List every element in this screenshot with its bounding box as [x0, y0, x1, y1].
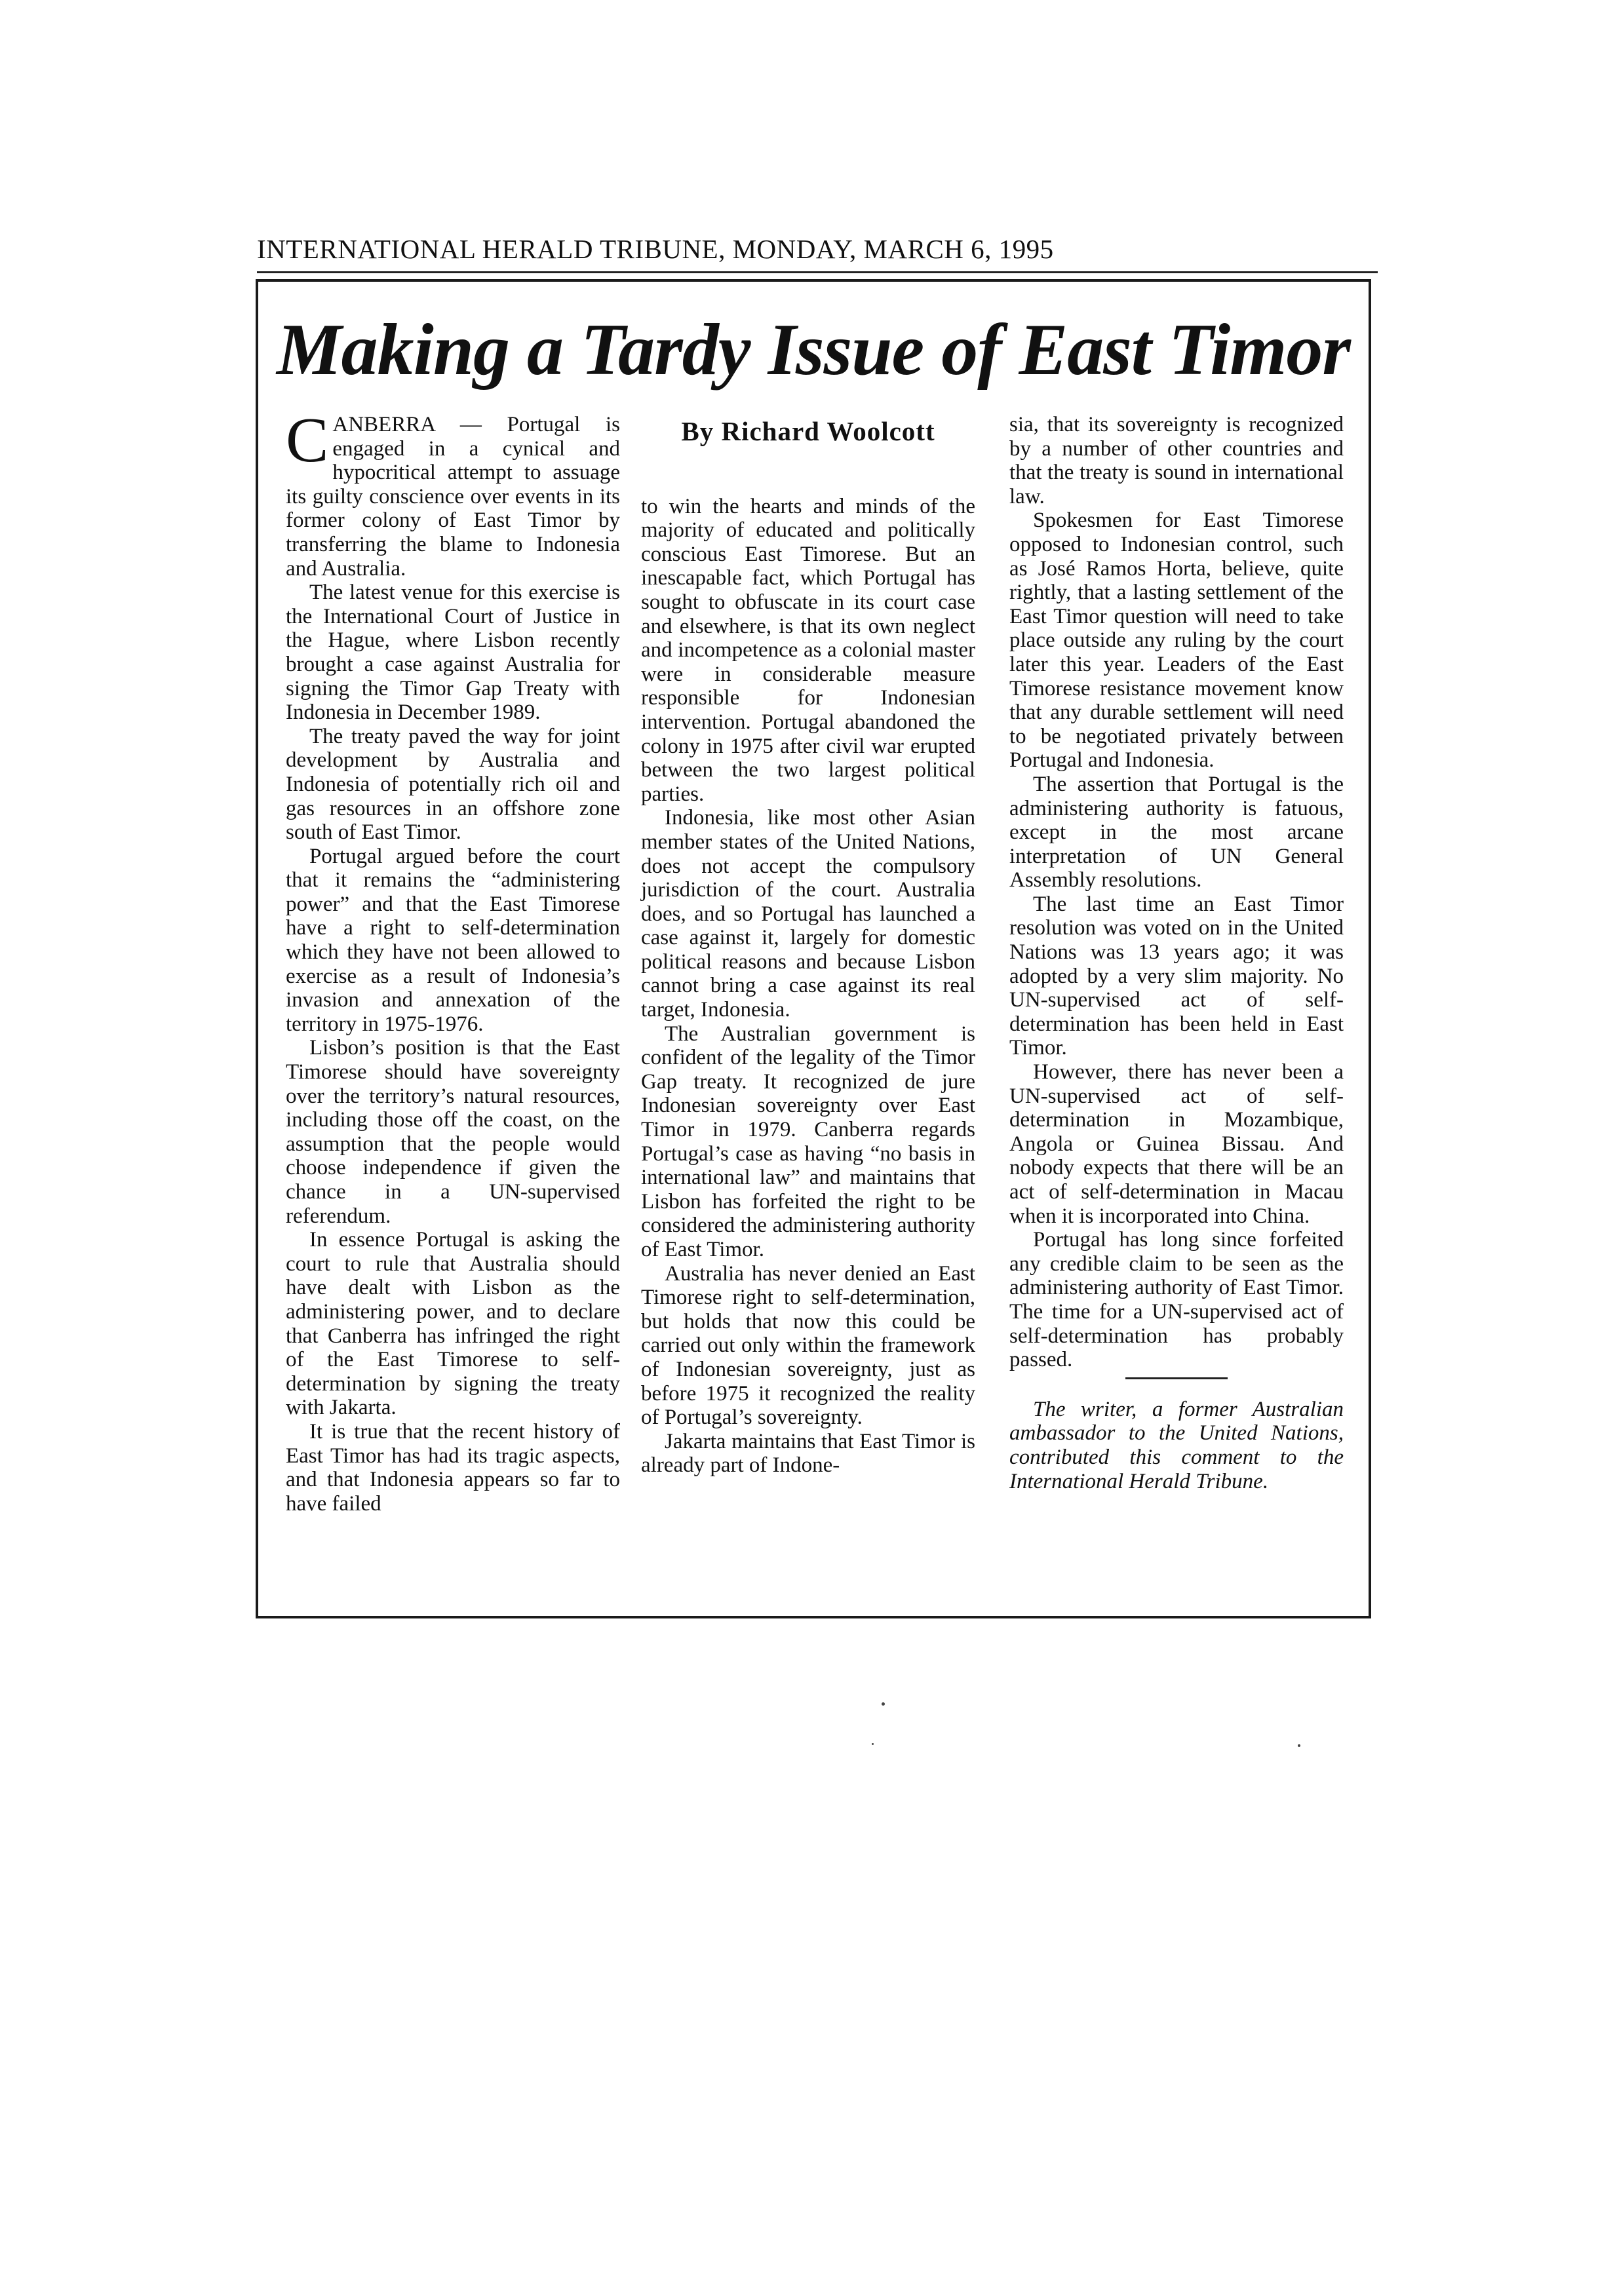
paragraph: However, there has never been a UN-supervised act of self-determination in Mozambique, Angola or Guinea Bissau. And nobody expects that there will be an act of self-determination in Macau when it is incorporated into China.: [1009, 1060, 1344, 1228]
paragraph: It is true that the recent history of East Timor has had its tragic aspects, and that Indonesia appears so far to have failed: [286, 1419, 620, 1516]
author-note: The writer, a former Australian ambassador to the United Nations, contributed this comment to the International Herald Tribune.: [1009, 1397, 1344, 1493]
paragraph: The treaty paved the way for joint development by Australia and Indonesia of potentially rich oil and gas resources in an offshore zone south of East Timor.: [286, 724, 620, 845]
scan-speck: [872, 1743, 874, 1745]
paragraph: The latest venue for this exercise is the International Court of Justice in the Hague, where Lisbon recently brought a case against Australia for signing the Timor Gap Treaty with Indonesia in December 1989.: [286, 581, 620, 725]
column-3: [1009, 413, 1344, 1493]
paragraph: Indonesia, like most other Asian member states of the United Nations, does not accept the compulsory jurisdiction of the court. Australia does, and so Portugal has launched a case against it, largely for domestic political reasons and because Lisbon cannot bring a case against its real target, Indonesia.: [641, 806, 975, 1022]
headline: Making a Tardy Issue of East Timor: [277, 309, 1350, 391]
paragraph: [286, 405, 620, 581]
byline: By Richard Woolcott: [681, 416, 935, 446]
paragraph: Portugal argued before the court that it remains the “administering power” and that the East Timorese have a right to self-determination which they have not been allowed to exercise as a result of Indonesia’s invasion and annexation of the territory in 1975-1976.: [286, 844, 620, 1036]
paragraph: Lisbon’s position is that the East Timorese should have sovereignty over the territory’s natural resources, including those off the coast, on the assumption that the people would choose independence if given the chance in a UN-supervised referendum.: [286, 1036, 620, 1228]
paragraph: to win the hearts and minds of the majority of educated and politically conscious East Timorese. But an inescapable fact, which Portugal has sought to obfuscate in its court case and elsewhere, is that its own neglect and incompetence as a colonial master were in considerable measure responsible for Indonesian intervention. Portugal abandoned the colony in 1975 after civil war erupted between the two largest political parties.: [641, 494, 975, 806]
column-2: [641, 413, 975, 1478]
paragraph: The last time an East Timor resolution was voted on in the United Nations was 13 years ago; it was adopted by a very slim majority. No UN-supervised act of self-determination has been held in East Timor.: [1009, 892, 1344, 1060]
scan-speck: [882, 1702, 885, 1706]
masthead-rule: [257, 271, 1378, 273]
paragraph: Australia has never denied an East Timorese right to self-determination, but holds that now this could be carried out only within the framework of Indonesian sovereignty, just as before 1975 it recognized the reality of Portugal’s sovereignty.: [641, 1261, 975, 1430]
scan-speck: [1298, 1744, 1300, 1747]
paragraph: The assertion that Portugal is the administering authority is fatuous, except in the most arcane interpretation of UN General Assembly resolutions.: [1009, 772, 1344, 892]
paragraph: Portugal has long since forfeited any credible claim to be seen as the administering authority of East Timor. The time for a UN-supervised act of self-determination has probably passed.: [1009, 1228, 1344, 1372]
paragraph: In essence Portugal is asking the court to rule that Australia should have dealt with Lisbon as the administering power, and to declare that Canberra has infringed the right of the East Timorese to self-determination by signing the treaty with Jakarta.: [286, 1228, 620, 1420]
column-1: [286, 405, 620, 1516]
paragraph: sia, that its sovereignty is recognized by a number of other countries and that the treaty is sound in international law.: [1009, 413, 1344, 508]
paragraph: Jakarta maintains that East Timor is already part of Indone-: [641, 1429, 975, 1478]
masthead: INTERNATIONAL HERALD TRIBUNE, MONDAY, MARCH 6, 1995: [257, 234, 1054, 264]
paragraph: The Australian government is confident of the legality of the Timor Gap treaty. It recognized de jure Indonesian sovereignty over East Timor in 1979. Canberra regards Portugal’s case as having “no basis in international law” and maintains that Lisbon has forfeited the right to be considered the administering authority of East Timor.: [641, 1022, 975, 1261]
drop-cap: C: [286, 405, 329, 476]
paragraph: Spokesmen for East Timorese opposed to Indonesian control, such as José Ramos Horta, believe, quite rightly, that a lasting settlement of the East Timor question will need to take place outside any ruling by the court later this year. Leaders of the East Timorese resistance movement know that any durable settlement will need to be negotiated privately between Portugal and Indonesia.: [1009, 508, 1344, 773]
separator-rule: [1125, 1377, 1228, 1379]
paragraph-text: ANBERRA — Portugal is engaged in a cynical and hypocritical attempt to assuage its guilty conscience over events in its former colony of East Timor by transferring the blame to Indonesia and Australia.: [286, 413, 620, 581]
